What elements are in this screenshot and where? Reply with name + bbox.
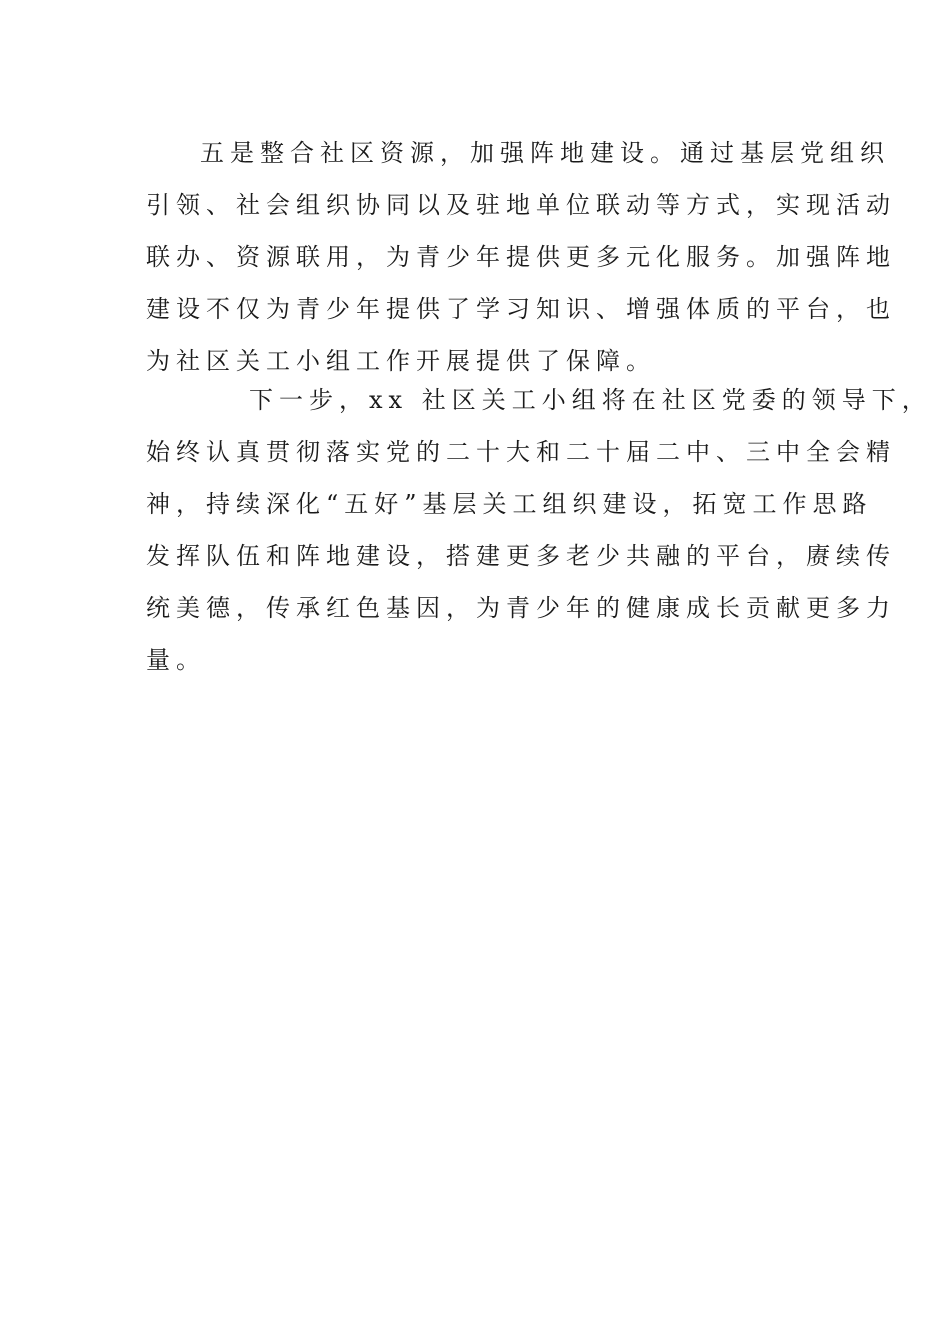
paragraph-line: 引领、社会组织协同以及驻地单位联动等方式，实现活动 xyxy=(146,191,896,219)
paragraph-line: 发挥队伍和阵地建设，搭建更多老少共融的平台，赓续传 xyxy=(146,542,896,570)
paragraph-line: 量。 xyxy=(146,646,206,674)
paragraph-line: 神，持续深化“五好”基层关工组织建设，拓宽工作思路 xyxy=(146,490,873,518)
paragraph-line: 统美德，传承红色基因，为青少年的健康成长贡献更多力 xyxy=(146,594,896,622)
paragraph-community-resources xyxy=(146,127,896,387)
paragraph-line: 下一步，xx 社区关工小组将在社区党委的领导下， xyxy=(249,386,932,414)
paragraph-line: 为社区关工小组工作开展提供了保障。 xyxy=(146,347,656,375)
paragraph-next-steps xyxy=(146,374,932,686)
paragraph-line: 联办、资源联用，为青少年提供更多元化服务。加强阵地 xyxy=(146,243,896,271)
paragraph-line: 建设不仅为青少年提供了学习知识、增强体质的平台，也 xyxy=(146,295,896,323)
paragraph-line: 五是整合社区资源，加强阵地建设。通过基层党组织 xyxy=(200,139,890,167)
paragraph-line: 始终认真贯彻落实党的二十大和二十届二中、三中全会精 xyxy=(146,438,896,466)
